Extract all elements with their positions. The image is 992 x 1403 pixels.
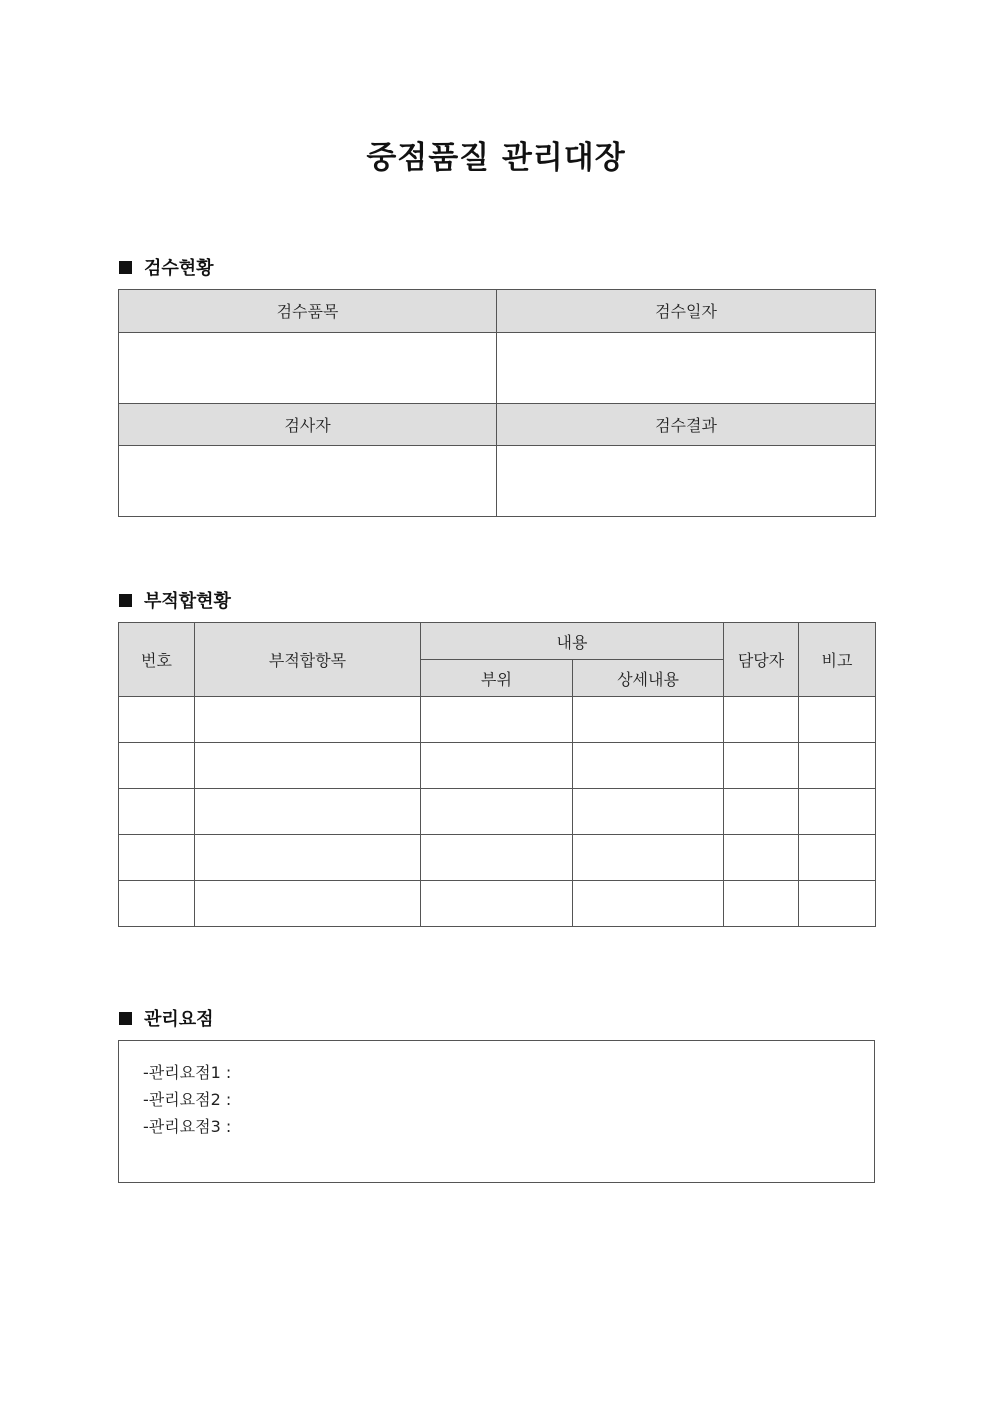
part-cell[interactable] (421, 835, 573, 881)
content-header: 내용 (421, 623, 724, 660)
management-points-box[interactable] (118, 1040, 875, 1183)
management-point-2: -관리요점2 : (143, 1090, 232, 1109)
manager-cell[interactable] (724, 789, 799, 835)
number-cell[interactable] (119, 835, 195, 881)
table-row (119, 697, 876, 743)
part-cell[interactable] (421, 881, 573, 927)
number-cell[interactable] (119, 789, 195, 835)
management-point-3: -관리요점3 : (143, 1117, 232, 1136)
inspection-item-header: 검수품목 (119, 290, 497, 333)
inspection-result-cell[interactable] (497, 446, 876, 517)
detail-header: 상세내용 (573, 660, 724, 697)
remarks-cell[interactable] (799, 697, 876, 743)
nonconformity-item-header: 부적합항목 (195, 623, 421, 697)
management-points-list (143, 1059, 231, 1140)
table-row (119, 789, 876, 835)
nonconformity-heading-label: 부적합현황 (144, 591, 231, 612)
nonconformity-item-cell[interactable] (195, 697, 421, 743)
nonconformity-table (118, 622, 876, 927)
black-square-icon (119, 594, 132, 607)
inspector-header: 검사자 (119, 403, 497, 446)
inspection-date-header: 검수일자 (497, 290, 876, 333)
detail-cell[interactable] (573, 789, 724, 835)
remarks-cell[interactable] (799, 881, 876, 927)
manager-header: 담당자 (724, 623, 799, 697)
part-header: 부위 (421, 660, 573, 697)
inspection-heading-label: 검수현황 (144, 258, 214, 279)
remarks-header: 비고 (799, 623, 876, 697)
management-point-1: -관리요점1 : (143, 1063, 232, 1082)
inspection-item-cell[interactable] (119, 332, 497, 403)
number-cell[interactable] (119, 881, 195, 927)
inspection-section-heading (119, 254, 214, 280)
manager-cell[interactable] (724, 743, 799, 789)
inspector-cell[interactable] (119, 446, 497, 517)
manager-cell[interactable] (724, 697, 799, 743)
number-header: 번호 (119, 623, 195, 697)
nonconformity-item-cell[interactable] (195, 835, 421, 881)
detail-cell[interactable] (573, 697, 724, 743)
management-section-heading (119, 1005, 214, 1031)
manager-cell[interactable] (724, 835, 799, 881)
part-cell[interactable] (421, 789, 573, 835)
part-cell[interactable] (421, 697, 573, 743)
page-title: 중점품질 관리대장 (366, 140, 626, 176)
number-cell[interactable] (119, 697, 195, 743)
detail-cell[interactable] (573, 743, 724, 789)
manager-cell[interactable] (724, 881, 799, 927)
nonconformity-item-cell[interactable] (195, 789, 421, 835)
table-row (119, 881, 876, 927)
detail-cell[interactable] (573, 881, 724, 927)
number-cell[interactable] (119, 743, 195, 789)
nonconformity-item-cell[interactable] (195, 743, 421, 789)
remarks-cell[interactable] (799, 743, 876, 789)
inspection-table (118, 289, 876, 517)
nonconformity-section-heading (119, 587, 231, 613)
black-square-icon (119, 261, 132, 274)
black-square-icon (119, 1012, 132, 1025)
remarks-cell[interactable] (799, 789, 876, 835)
part-cell[interactable] (421, 743, 573, 789)
table-row (119, 743, 876, 789)
remarks-cell[interactable] (799, 835, 876, 881)
table-row (119, 835, 876, 881)
inspection-date-cell[interactable] (497, 332, 876, 403)
management-heading-label: 관리요점 (144, 1009, 214, 1030)
detail-cell[interactable] (573, 835, 724, 881)
nonconformity-item-cell[interactable] (195, 881, 421, 927)
inspection-result-header: 검수결과 (497, 403, 876, 446)
